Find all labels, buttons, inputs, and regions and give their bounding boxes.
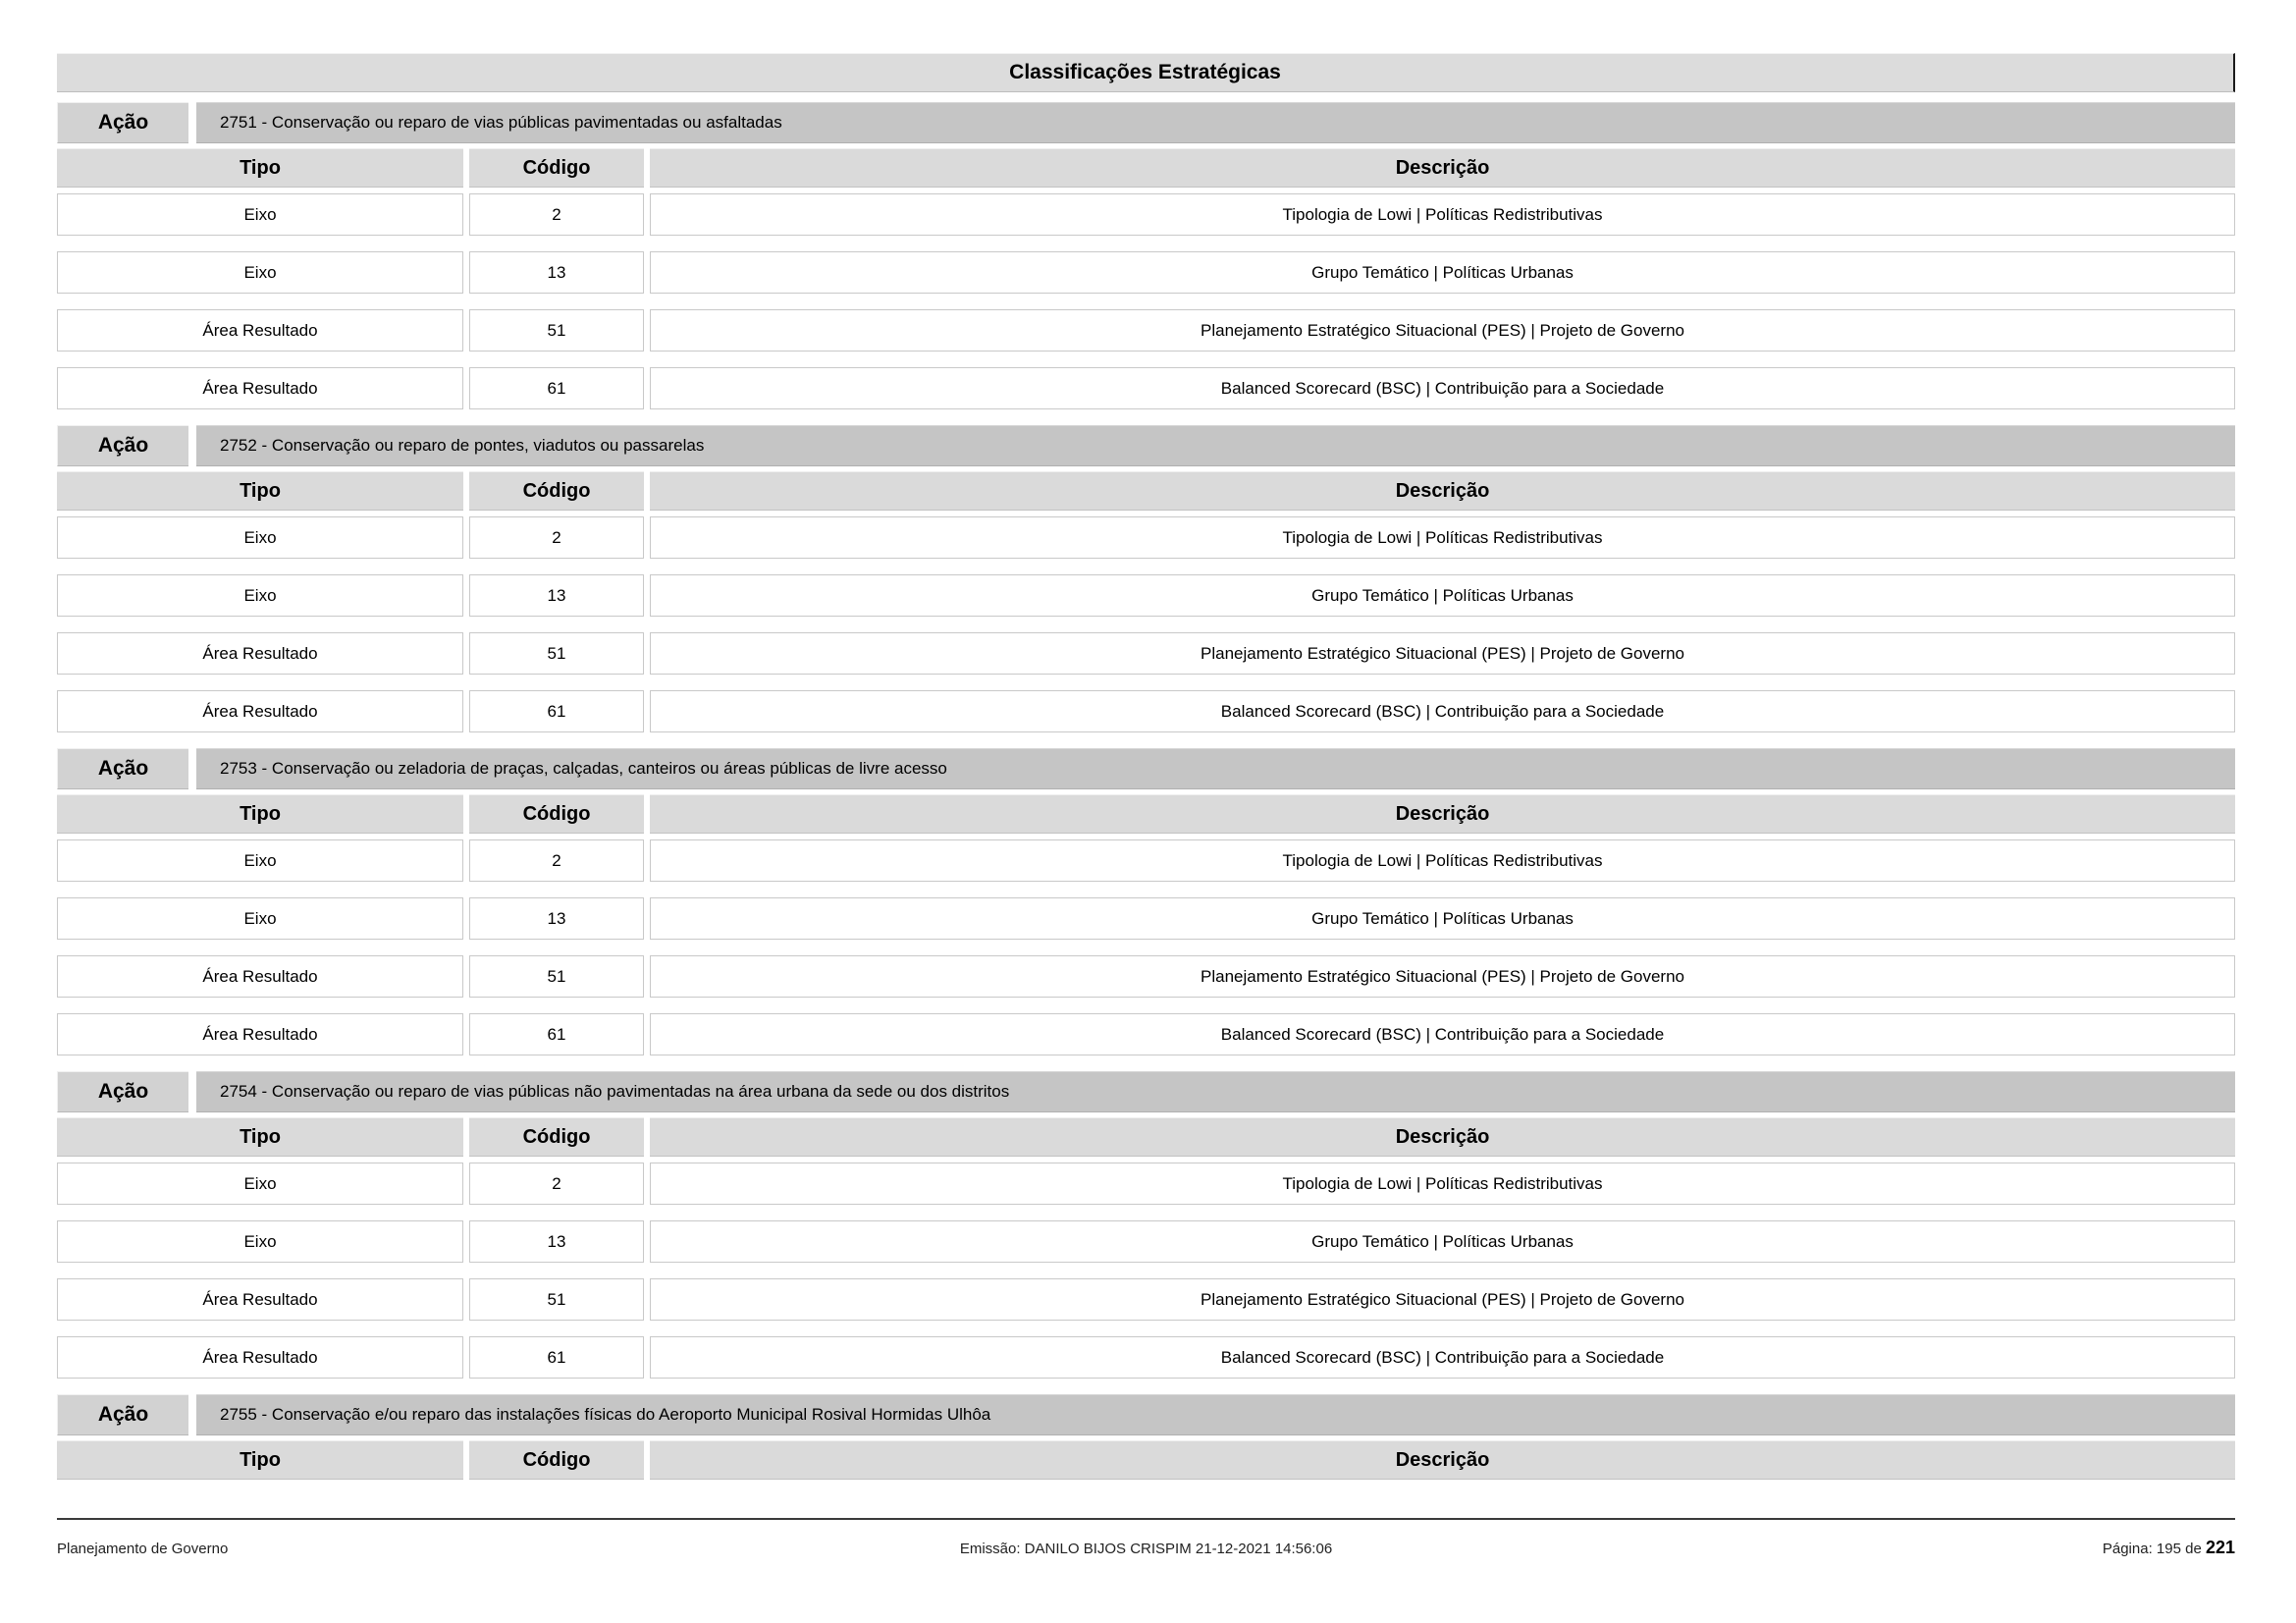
sections-container: [57, 102, 2235, 1480]
table-row: [57, 251, 2235, 294]
cell-descricao: Tipologia de Lowi | Políticas Redistributivas: [650, 839, 2235, 882]
acao-title: 2754 - Conservação ou reparo de vias públicas não pavimentadas na área urbana da sede ou dos distritos: [196, 1071, 2235, 1112]
cell-descricao: Planejamento Estratégico Situacional (PES) | Projeto de Governo: [650, 1278, 2235, 1321]
cell-descricao: Grupo Temático | Políticas Urbanas: [650, 1220, 2235, 1263]
table-row: [57, 1278, 2235, 1321]
table-header-row: [57, 1440, 2235, 1480]
table-row: [57, 1336, 2235, 1379]
cell-descricao: Tipologia de Lowi | Políticas Redistributivas: [650, 1163, 2235, 1205]
cell-codigo: 2: [469, 516, 644, 559]
table-header-row: [57, 148, 2235, 188]
cell-descricao: Balanced Scorecard (BSC) | Contribuição para a Sociedade: [650, 367, 2235, 409]
cell-codigo: 2: [469, 1163, 644, 1205]
table-row: [57, 839, 2235, 882]
acao-header-row: [57, 748, 2235, 789]
column-header-descricao: Descrição: [650, 1117, 2235, 1157]
column-header-tipo: Tipo: [57, 148, 463, 188]
cell-tipo: Eixo: [57, 1220, 463, 1263]
table-row: [57, 1013, 2235, 1055]
acao-label: Ação: [57, 1394, 188, 1435]
report-title: Classificações Estratégicas: [1009, 61, 1281, 83]
table-row: [57, 632, 2235, 675]
table-row: [57, 897, 2235, 940]
cell-tipo: Área Resultado: [57, 367, 463, 409]
cell-descricao: Balanced Scorecard (BSC) | Contribuição para a Sociedade: [650, 1336, 2235, 1379]
table-row: [57, 690, 2235, 732]
report-title-bar: [57, 53, 2235, 92]
acao-label: Ação: [57, 1071, 188, 1112]
column-header-codigo: Código: [469, 1440, 644, 1480]
report-page: [57, 53, 2235, 1486]
column-header-tipo: Tipo: [57, 794, 463, 834]
cell-codigo: 51: [469, 955, 644, 998]
table-row: [57, 309, 2235, 352]
table-header-row: [57, 1117, 2235, 1157]
table-row: [57, 574, 2235, 617]
cell-descricao: Tipologia de Lowi | Políticas Redistributivas: [650, 193, 2235, 236]
column-header-tipo: Tipo: [57, 1117, 463, 1157]
cell-codigo: 61: [469, 1013, 644, 1055]
column-header-descricao: Descrição: [650, 471, 2235, 511]
acao-header-row: [57, 425, 2235, 466]
acao-header-row: [57, 1071, 2235, 1112]
cell-tipo: Área Resultado: [57, 1278, 463, 1321]
table-row: [57, 367, 2235, 409]
cell-tipo: Eixo: [57, 251, 463, 294]
cell-tipo: Eixo: [57, 1163, 463, 1205]
acao-section: [57, 425, 2235, 732]
acao-header-row: [57, 1394, 2235, 1435]
cell-tipo: Área Resultado: [57, 1013, 463, 1055]
cell-descricao: Balanced Scorecard (BSC) | Contribuição para a Sociedade: [650, 690, 2235, 732]
table-rows: [57, 193, 2235, 409]
footer-page-total: 221: [2205, 1538, 2235, 1557]
cell-descricao: Tipologia de Lowi | Políticas Redistributivas: [650, 516, 2235, 559]
table-row: [57, 955, 2235, 998]
cell-descricao: Planejamento Estratégico Situacional (PES) | Projeto de Governo: [650, 632, 2235, 675]
table-rows: [57, 516, 2235, 732]
column-header-tipo: Tipo: [57, 471, 463, 511]
cell-codigo: 13: [469, 251, 644, 294]
cell-tipo: Eixo: [57, 193, 463, 236]
cell-codigo: 2: [469, 839, 644, 882]
column-header-descricao: Descrição: [650, 148, 2235, 188]
acao-label: Ação: [57, 748, 188, 789]
table-row: [57, 1163, 2235, 1205]
acao-label: Ação: [57, 425, 188, 466]
column-header-codigo: Código: [469, 794, 644, 834]
cell-tipo: Eixo: [57, 839, 463, 882]
cell-codigo: 51: [469, 309, 644, 352]
cell-tipo: Área Resultado: [57, 309, 463, 352]
table-rows: [57, 839, 2235, 1055]
page-footer: [57, 1518, 2235, 1558]
table-header-row: [57, 471, 2235, 511]
cell-codigo: 61: [469, 690, 644, 732]
table-row: [57, 516, 2235, 559]
cell-tipo: Área Resultado: [57, 690, 463, 732]
table-rows: [57, 1163, 2235, 1379]
cell-codigo: 13: [469, 574, 644, 617]
cell-descricao: Planejamento Estratégico Situacional (PES) | Projeto de Governo: [650, 955, 2235, 998]
column-header-codigo: Código: [469, 1117, 644, 1157]
cell-tipo: Eixo: [57, 897, 463, 940]
footer-page-number: [1690, 1538, 2235, 1558]
cell-codigo: 51: [469, 1278, 644, 1321]
column-header-descricao: Descrição: [650, 794, 2235, 834]
acao-title: 2752 - Conservação ou reparo de pontes, viadutos ou passarelas: [196, 425, 2235, 466]
cell-tipo: Área Resultado: [57, 1336, 463, 1379]
table-header-row: [57, 794, 2235, 834]
acao-title: 2753 - Conservação ou zeladoria de praças, calçadas, canteiros ou áreas públicas de livre acesso: [196, 748, 2235, 789]
acao-label: Ação: [57, 102, 188, 143]
cell-descricao: Grupo Temático | Políticas Urbanas: [650, 897, 2235, 940]
table-row: [57, 1220, 2235, 1263]
footer-page-label: Página: 195 de: [2102, 1541, 2202, 1557]
footer-report-name: Planejamento de Governo: [57, 1541, 229, 1557]
cell-tipo: Área Resultado: [57, 632, 463, 675]
cell-tipo: Eixo: [57, 574, 463, 617]
footer-emission-info: Emissão: DANILO BIJOS CRISPIM 21-12-2021 14:56:06: [959, 1541, 1333, 1557]
column-header-codigo: Código: [469, 471, 644, 511]
acao-section: [57, 748, 2235, 1055]
table-row: [57, 193, 2235, 236]
column-header-descricao: Descrição: [650, 1440, 2235, 1480]
acao-section: [57, 1394, 2235, 1480]
cell-descricao: Grupo Temático | Políticas Urbanas: [650, 251, 2235, 294]
cell-descricao: Planejamento Estratégico Situacional (PES) | Projeto de Governo: [650, 309, 2235, 352]
cell-tipo: Eixo: [57, 516, 463, 559]
cell-tipo: Área Resultado: [57, 955, 463, 998]
cell-codigo: 61: [469, 367, 644, 409]
acao-header-row: [57, 102, 2235, 143]
cell-codigo: 13: [469, 1220, 644, 1263]
cell-codigo: 2: [469, 193, 644, 236]
cell-descricao: Balanced Scorecard (BSC) | Contribuição para a Sociedade: [650, 1013, 2235, 1055]
acao-title: 2751 - Conservação ou reparo de vias públicas pavimentadas ou asfaltadas: [196, 102, 2235, 143]
cell-codigo: 13: [469, 897, 644, 940]
cell-codigo: 51: [469, 632, 644, 675]
column-header-tipo: Tipo: [57, 1440, 463, 1480]
acao-section: [57, 102, 2235, 409]
cell-codigo: 61: [469, 1336, 644, 1379]
column-header-codigo: Código: [469, 148, 644, 188]
acao-section: [57, 1071, 2235, 1379]
acao-title: 2755 - Conservação e/ou reparo das instalações físicas do Aeroporto Municipal Rosival Hormidas Ulhôa: [196, 1394, 2235, 1435]
cell-descricao: Grupo Temático | Políticas Urbanas: [650, 574, 2235, 617]
